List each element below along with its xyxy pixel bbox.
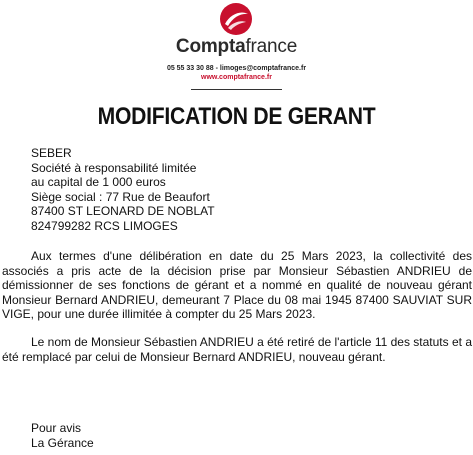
swoosh-logo-icon	[219, 2, 253, 36]
company-address-line1: Siège social : 77 Rue de Beaufort	[31, 189, 210, 204]
company-capital: au capital de 1 000 euros	[31, 175, 166, 190]
company-block	[31, 146, 215, 234]
website-link[interactable]: www.comptafrance.fr	[201, 74, 272, 81]
company-rcs: 824799282 RCS LIMOGES	[31, 218, 178, 233]
header-divider	[191, 89, 282, 90]
brand-name	[0, 36, 473, 58]
paragraph-deliberation: Aux termes d'une délibération en date du 25 Mars 2023, la collectivité des associés a pris acte de la décision prise par Monsieur Sébastien ANDRIEU de démissionner de ses fonctions de gérant et a nommé en qualité de nouveau gérant Monsieur Bernard ANDRIEU, demeurant 7 Place du 08 mai 1945 87400 SAUVIAT SUR VIGE, pour une durée illimitée à compter du 25 Mars 2023.	[2, 249, 472, 322]
company-name: SEBER	[31, 146, 72, 160]
company-address-line2: 87400 ST LEONARD DE NOBLAT	[31, 204, 215, 219]
brand-name-bold: Compta	[175, 36, 246, 57]
contact-line: 05 55 33 30 88 - limoges@comptafrance.fr	[166, 65, 307, 72]
closing-signature: La Gérance	[31, 435, 94, 450]
brand-name-light: france	[245, 36, 298, 57]
paragraph-statutes: Le nom de Monsieur Sébastien ANDRIEU a été retiré de l'article 11 des statuts et a été remplacé par celui de Monsieur Bernard ANDRIEU, nouveau gérant.	[2, 335, 472, 364]
closing-line1: Pour avis	[31, 421, 82, 435]
closing-block	[31, 421, 94, 450]
notice-title: MODIFICATION DE GERANT	[97, 103, 376, 130]
company-legal-form: Société à responsabilité limitée	[31, 160, 197, 175]
